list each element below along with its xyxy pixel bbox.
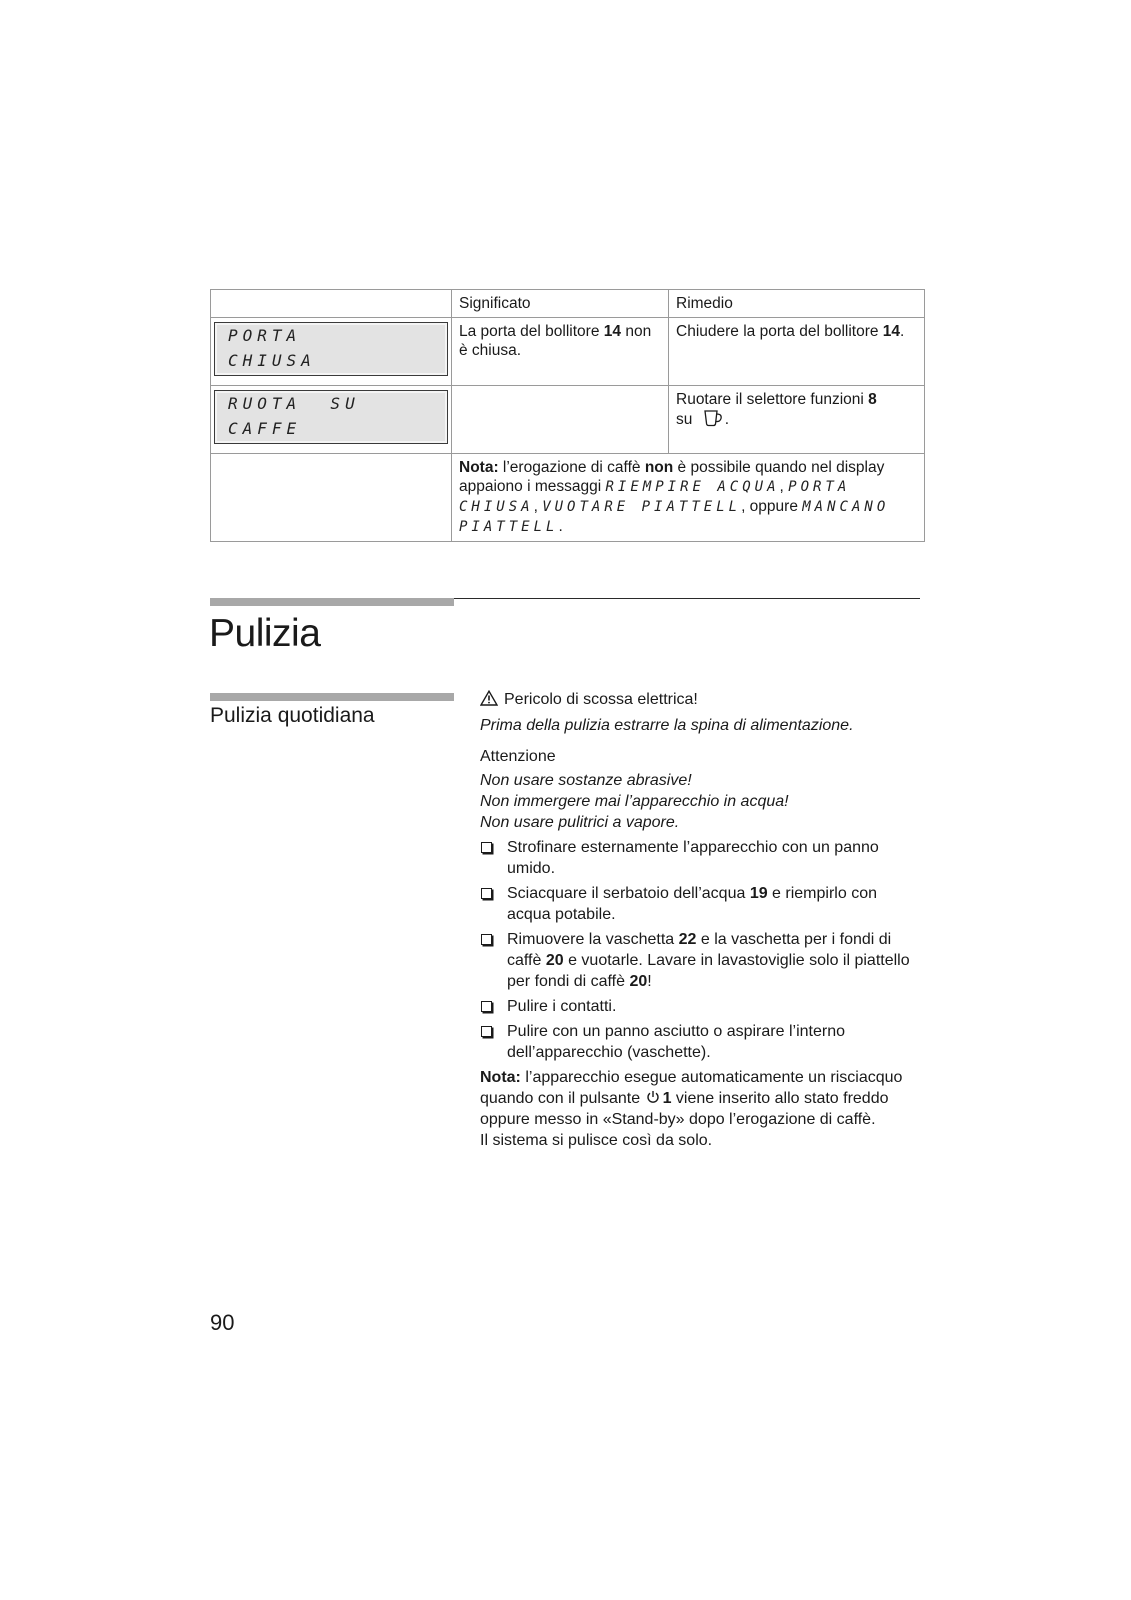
list-item: Pulire con un panno asciutto o aspirare l’interno dell’apparecchio (vaschette). [480,1021,920,1063]
list-item: Pulire i contatti. [480,996,920,1017]
section-title: Pulizia [209,612,321,655]
subsection-rule-bar [210,693,454,701]
table-note-row [211,454,925,542]
cleaning-instructions [480,689,920,1151]
warning-text: Prima della pulizia estrarre la spina di alimentazione. [480,717,854,734]
list-item: Sciacquare il serbatoio dell’acqua 19 e riempirlo con acqua potabile. [480,883,920,925]
warning-triangle-icon [480,690,498,706]
table-header-remedy: Rimedio [669,290,925,318]
attention-heading: Attenzione [480,748,556,765]
warning-heading: Pericolo di scossa elettrica! [480,689,920,710]
subsection-title: Pulizia quotidiana [210,704,375,727]
table-header-meaning: Significato [452,290,669,318]
bottom-note-line: Il sistema si pulisce così da solo. [480,1132,713,1149]
checkbox-bullet-icon [481,934,492,945]
table-row [211,318,925,386]
error-table [210,289,925,542]
section-rule-line [454,598,920,599]
power-icon [646,1090,660,1104]
table-note: Nota: l’erogazione di caffè non è possibile quando nel display appaiono i messaggi RIEMPIRE ACQUA, PORTA CHIUSA, VUOTARE PIATTELL, oppure MANCANO PIATTELL. [452,454,925,542]
cup-icon [703,409,725,427]
checkbox-bullet-icon [481,1001,492,1012]
bottom-note: Nota: l’apparecchio esegue automaticamente un risciacquo quando con il pulsante 1 viene inserito allo stato freddo oppure messo in «Stand-by» dopo l’erogazione di caffè. [480,1069,903,1128]
table-header-cell-empty [211,290,452,318]
meaning-cell: La porta del bollitore 14 non è chiusa. [452,318,669,386]
list-item: Rimuovere la vaschetta 22 e la vaschetta per i fondi di caffè 20 e vuotarle. Lavare in lavastoviglie solo il piattello per fondi di caffè 20! [480,929,920,992]
checkbox-bullet-icon [481,1026,492,1037]
table-header-row [211,290,925,318]
checkbox-bullet-icon [481,888,492,899]
table-row [211,386,925,454]
checkbox-bullet-icon [481,842,492,853]
section-rule-bar [210,598,454,606]
list-item: Strofinare esternamente l’apparecchio con un panno umido. [480,837,920,879]
meaning-cell [452,386,669,454]
display-message: RUOTA SU CAFFE [214,390,448,444]
attention-line: Non immergere mai l’apparecchio in acqua! [480,793,789,810]
display-message: PORTA CHIUSA [214,322,448,376]
remedy-cell: Chiudere la porta del bollitore 14. [669,318,925,386]
attention-line: Non usare pulitrici a vapore. [480,814,680,831]
page-number: 90 [210,1310,235,1335]
attention-line: Non usare sostanze abrasive! [480,772,692,789]
remedy-cell: Ruotare il selettore funzioni 8 su . [669,386,925,454]
